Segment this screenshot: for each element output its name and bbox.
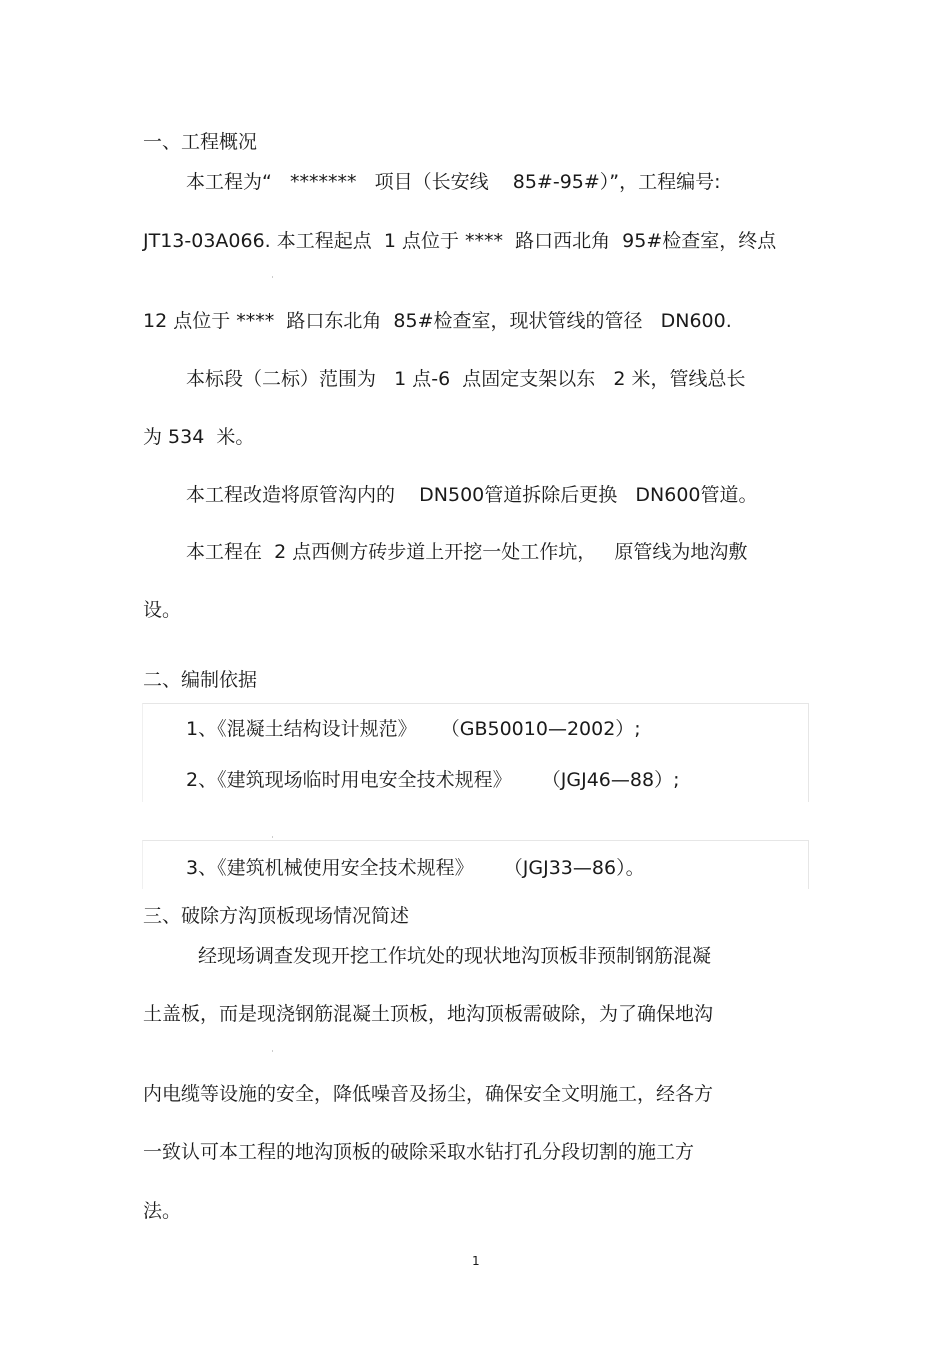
section2-heading: 二、编制依据	[143, 669, 258, 691]
reference-item-1: 1、《混凝土结构设计规范》 （GB50010—2002）;	[186, 718, 641, 740]
reference-item-3: 3、《建筑机械使用安全技术规程》 （JGJ33—86）。	[186, 857, 645, 879]
reference-item-2: 2、《建筑现场临时用电安全技术规程》 （JGJ46—88）;	[186, 769, 680, 791]
section3-line1: 经现场调查发现开挖工作坑处的现状地沟顶板非预制钢筋混凝	[198, 945, 712, 967]
scan-mark	[272, 836, 273, 838]
section3-line4: 一致认可本工程的地沟顶板的破除采取水钻打孔分段切割的施工方	[143, 1141, 695, 1163]
section3-line5: 法。	[143, 1200, 182, 1222]
section1-para1-line1: 本工程为“ ******* 项目（长安线 85#-95#）”，工程编号:	[186, 171, 721, 193]
section1-para4-line2: 设。	[143, 599, 182, 621]
section1-para1-line3: 12 点位于 **** 路口东北角 85#检查室，现状管线的管径 DN600.	[143, 310, 732, 332]
scan-mark	[272, 276, 273, 278]
section1-heading: 一、工程概况	[143, 131, 258, 153]
section1-para2-line1: 本标段（二标）范围为 1 点-6 点固定支架以东 2 米，管线总长	[186, 368, 746, 390]
scan-mark	[272, 1050, 273, 1052]
section1-para4-line1: 本工程在 2 点西侧方砖步道上开挖一处工作坑， 原管线为地沟敷	[186, 541, 748, 563]
section1-para1-line2: JT13-03A066. 本工程起点 1 点位于 **** 路口西北角 95#检查室，终点	[143, 230, 777, 252]
section3-line3: 内电缆等设施的安全，降低噪音及扬尘，确保安全文明施工，经各方	[143, 1083, 714, 1105]
page-number: 1	[472, 1254, 480, 1268]
section3-heading: 三、破除方沟顶板现场情况简述	[143, 905, 410, 927]
section3-line2: 土盖板，而是现浇钢筋混凝土顶板，地沟顶板需破除，为了确保地沟	[143, 1003, 714, 1025]
section1-para2-line2: 为 534 米。	[143, 426, 255, 448]
section1-para3-line1: 本工程改造将原管沟内的 DN500管道拆除后更换 DN600管道。	[186, 484, 758, 506]
